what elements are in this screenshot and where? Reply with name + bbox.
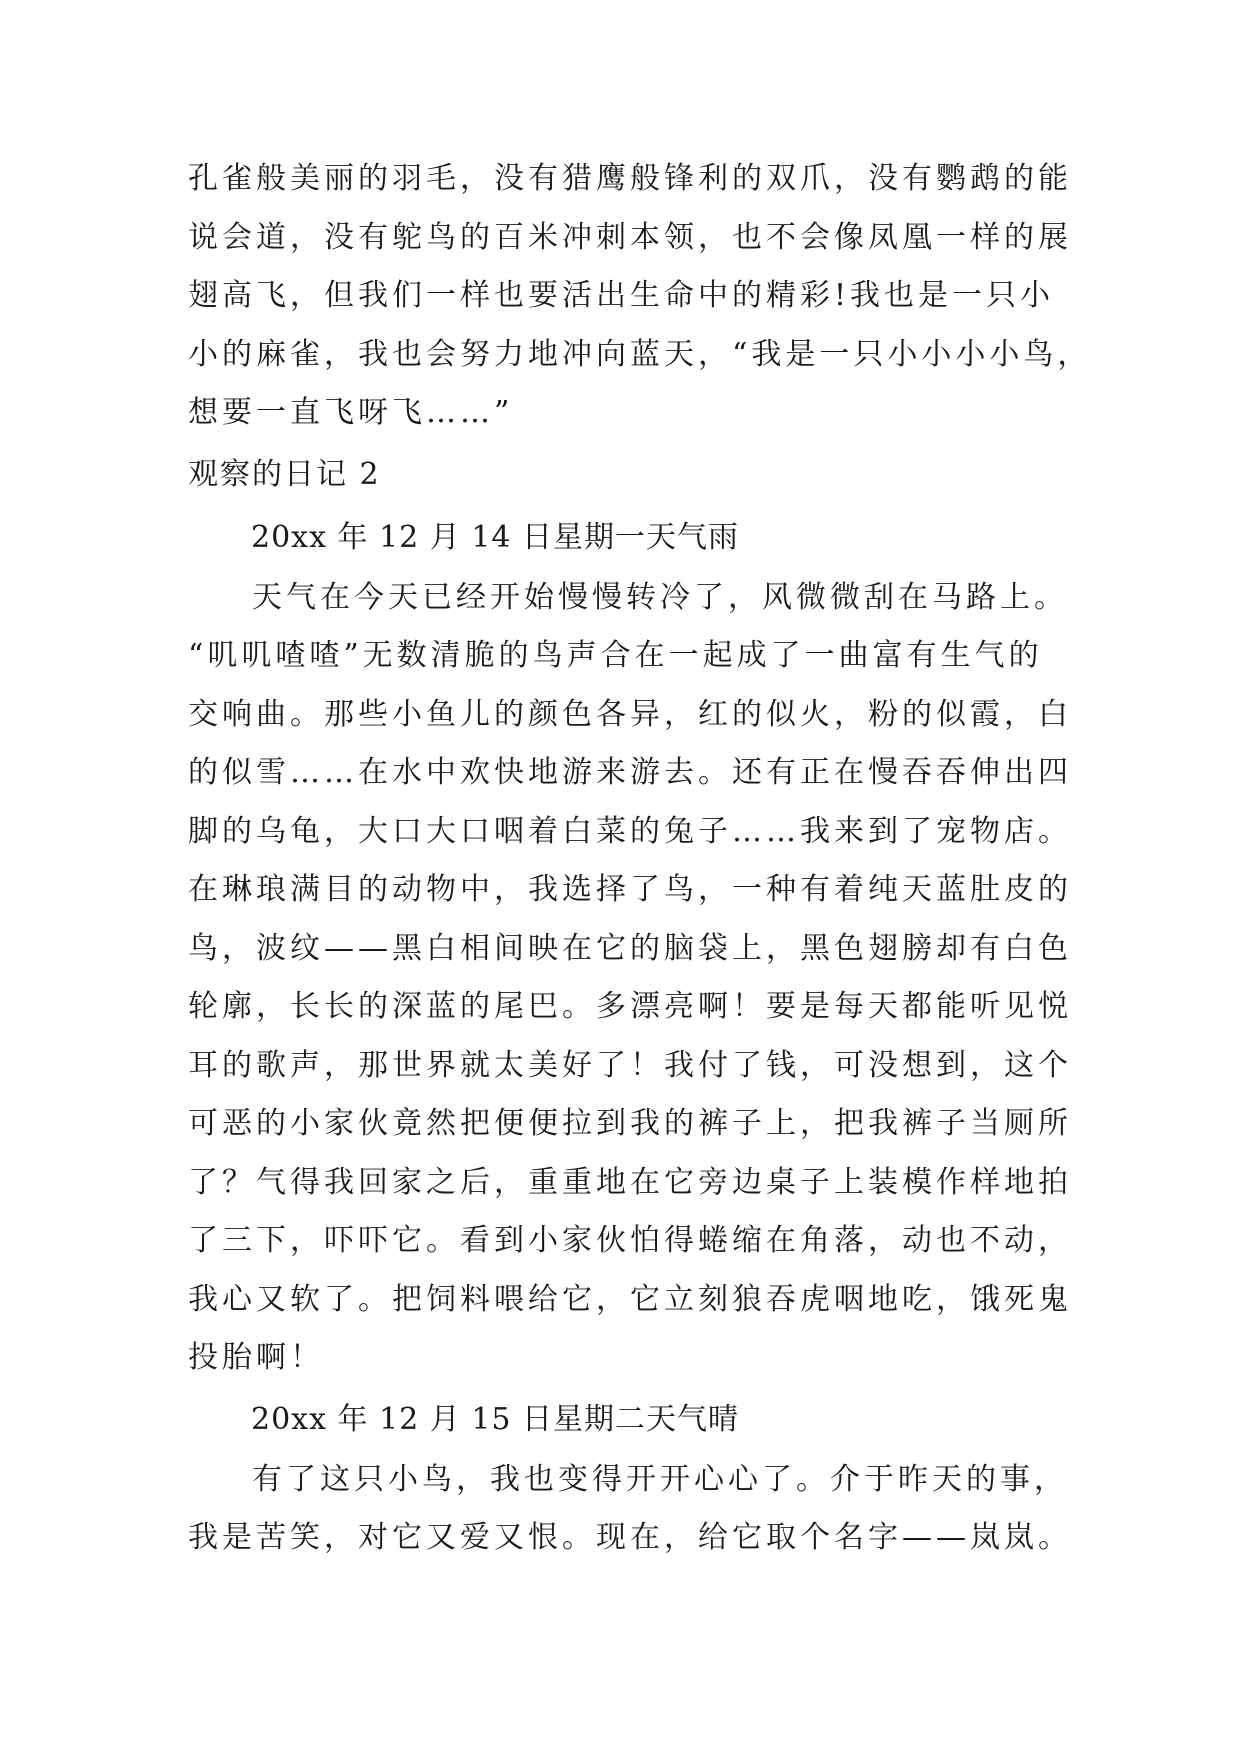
entry-date: 20xx 年 12 月 14 日星期一天气雨 bbox=[251, 519, 740, 555]
text-line: 孔雀般美丽的羽毛，没有猎鹰般锋利的双爪，没有鹦鹉的能 bbox=[188, 161, 1072, 196]
text-line: 可恶的小家伙竟然把便便拉到我的裤子上，把我裤子当厕所 bbox=[188, 1106, 1072, 1141]
text-line: 的似雪……在水中欢快地游来游去。还有正在慢吞吞伸出四 bbox=[188, 755, 1072, 790]
text-line: 了？气得我回家之后，重重地在它旁边桌子上装模作样地拍 bbox=[188, 1164, 1072, 1200]
text-line: “叽叽喳喳”无数清脆的鸟声合在一起成了一曲富有生气的 bbox=[188, 638, 1043, 673]
text-line: 耳的歌声，那世界就太美好了！我付了钱，可没想到，这个 bbox=[188, 1047, 1072, 1083]
text-line: 想要一直飞呀飞……” bbox=[188, 395, 514, 430]
text-line: 天气在今天已经开始慢慢转冷了，风微微刮在马路上。 bbox=[252, 579, 1068, 615]
text-line: 投胎啊！ bbox=[188, 1340, 324, 1375]
text-line: 交响曲。那些小鱼儿的颜色各异，红的似火，粉的似霞，白 bbox=[188, 696, 1072, 732]
text-line: 翅高飞，但我们一样也要活出生命中的精彩!我也是一只小 bbox=[188, 278, 1055, 313]
entry-date: 20xx 年 12 月 15 日星期二天气晴 bbox=[251, 1401, 740, 1437]
text-line: 有了这只小鸟，我也变得开开心心了。介于昨天的事， bbox=[252, 1461, 1068, 1497]
document-page bbox=[188, 150, 1092, 1568]
text-line: 了三下，吓吓它。看到小家伙怕得蜷缩在角落，动也不动， bbox=[188, 1223, 1072, 1258]
text-line: 我心又软了。把饲料喂给它，它立刻狼吞虎咽地吃，饿死鬼 bbox=[188, 1281, 1072, 1317]
diary-entry-1 bbox=[188, 506, 1072, 1388]
text-line: 轮廓，长长的深蓝的尾巴。多漂亮啊！要是每天都能听见悦 bbox=[188, 989, 1072, 1024]
text-line: 脚的乌龟，大口大口咽着白菜的兔子……我来到了宠物店。 bbox=[188, 813, 1072, 849]
text-line: 我是苦笑，对它又爱又恨。现在，给它取个名字——岚岚。 bbox=[188, 1520, 1072, 1555]
diary-entry-2 bbox=[188, 1388, 1072, 1568]
text-line: 小的麻雀，我也会努力地冲向蓝天，“我是一只小小小小鸟， bbox=[188, 336, 1092, 372]
section-title: 观察的日记 2 bbox=[188, 456, 381, 492]
paragraph-intro bbox=[188, 150, 1092, 443]
text-line: 鸟，波纹——黑白相间映在它的脑袋上，黑色翅膀却有白色 bbox=[188, 930, 1072, 966]
text-line: 在琳琅满目的动物中，我选择了鸟，一种有着纯天蓝肚皮的 bbox=[188, 872, 1072, 907]
text-line: 说会道，没有鸵鸟的百米冲刺本领，也不会像凤凰一样的展 bbox=[188, 219, 1072, 255]
